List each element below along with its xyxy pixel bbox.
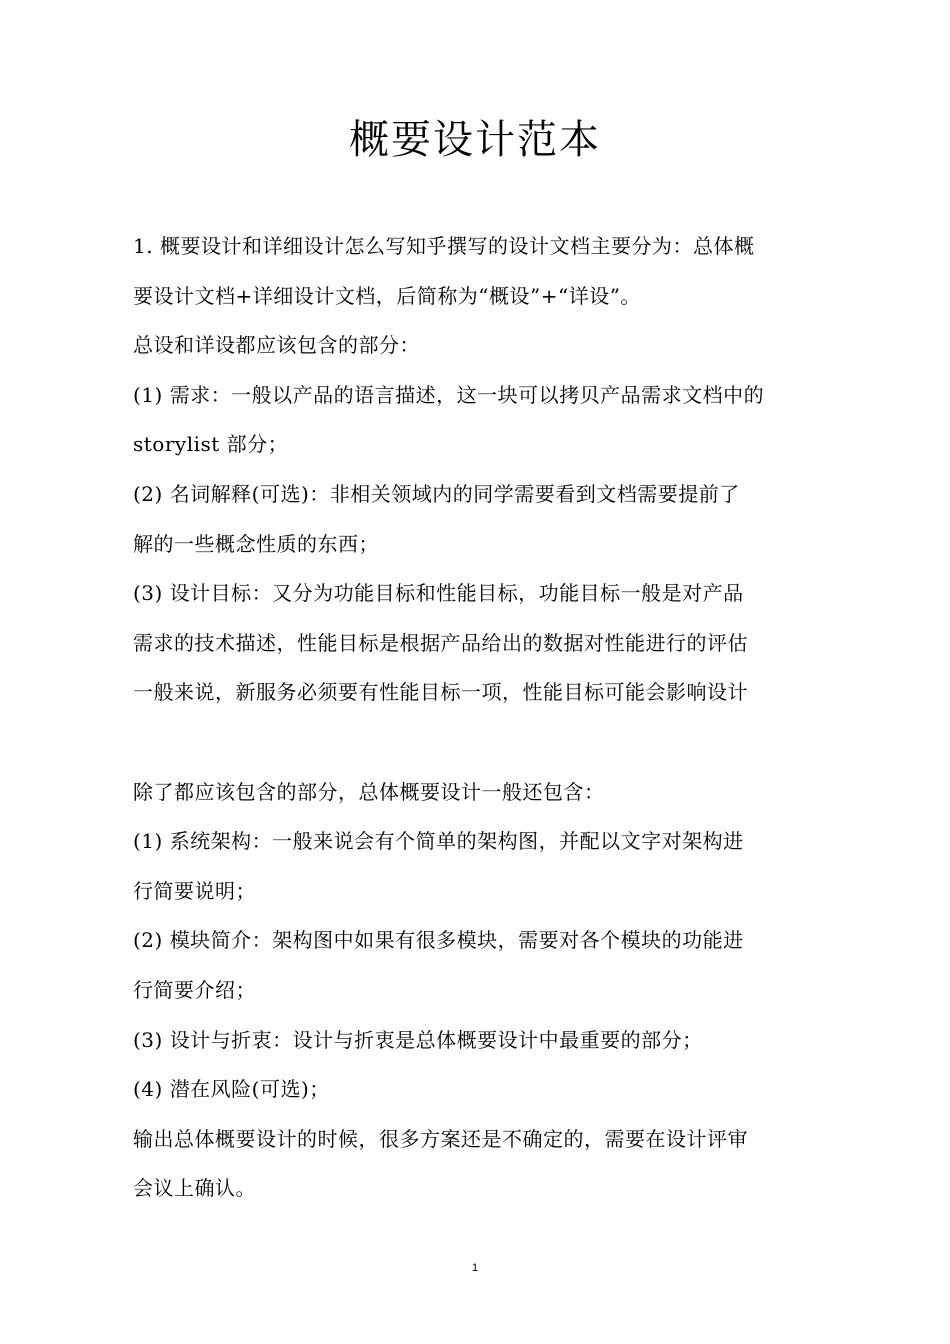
paragraph-line: (4) 潜在风险(可选)； <box>133 1077 330 1102</box>
paragraph-line: 解的一些概念性质的东西； <box>133 531 379 556</box>
paragraph-line: 总设和详设都应该包含的部分： <box>133 333 420 358</box>
document-body <box>133 222 823 1214</box>
paragraph-line: 1. 概要设计和详细设计怎么写知乎撰写的设计文档主要分为：总体概 <box>133 234 755 258</box>
paragraph-line: 要设计文档+详细设计文档，后简称为“概设”+“详设”。 <box>133 283 641 308</box>
paragraph-line: (1) 需求：一般以产品的语言描述，这一块可以拷贝产品需求文档中的 <box>133 382 765 407</box>
page-number: 1 <box>471 1262 479 1274</box>
paragraph-line: 除了都应该包含的部分，总体概要设计一般还包含： <box>133 779 605 804</box>
paragraph-line: (2) 名词解释(可选)：非相关领域内的同学需要看到文档需要提前了 <box>133 481 740 506</box>
paragraph-line: (1) 系统架构：一般来说会有个简单的架构图，并配以文字对架构进 <box>133 829 744 854</box>
paragraph-line: 行简要介绍； <box>133 977 256 1002</box>
paragraph-line: 行简要说明； <box>133 878 256 903</box>
document-title: 概要设计范本 <box>349 117 601 163</box>
paragraph-line: 一般来说，新服务必须要有性能目标一项，性能目标可能会影响设计 <box>133 680 748 705</box>
paragraph-line: (3) 设计与折衷：设计与折衷是总体概要设计中最重要的部分； <box>133 1027 703 1052</box>
paragraph-line: 需求的技术描述，性能目标是根据产品给出的数据对性能进行的评估 <box>133 630 748 655</box>
paragraph-line: (3) 设计目标：又分为功能目标和性能目标，功能目标一般是对产品 <box>133 581 744 606</box>
paragraph-line: (2) 模块简介：架构图中如果有很多模块，需要对各个模块的功能进 <box>133 928 744 953</box>
paragraph-line: storylist 部分； <box>133 432 289 457</box>
paragraph-line: 会议上确认。 <box>133 1176 256 1201</box>
paragraph-gap <box>133 718 823 768</box>
paragraph-line: 输出总体概要设计的时候，很多方案还是不确定的，需要在设计评审 <box>133 1126 748 1151</box>
